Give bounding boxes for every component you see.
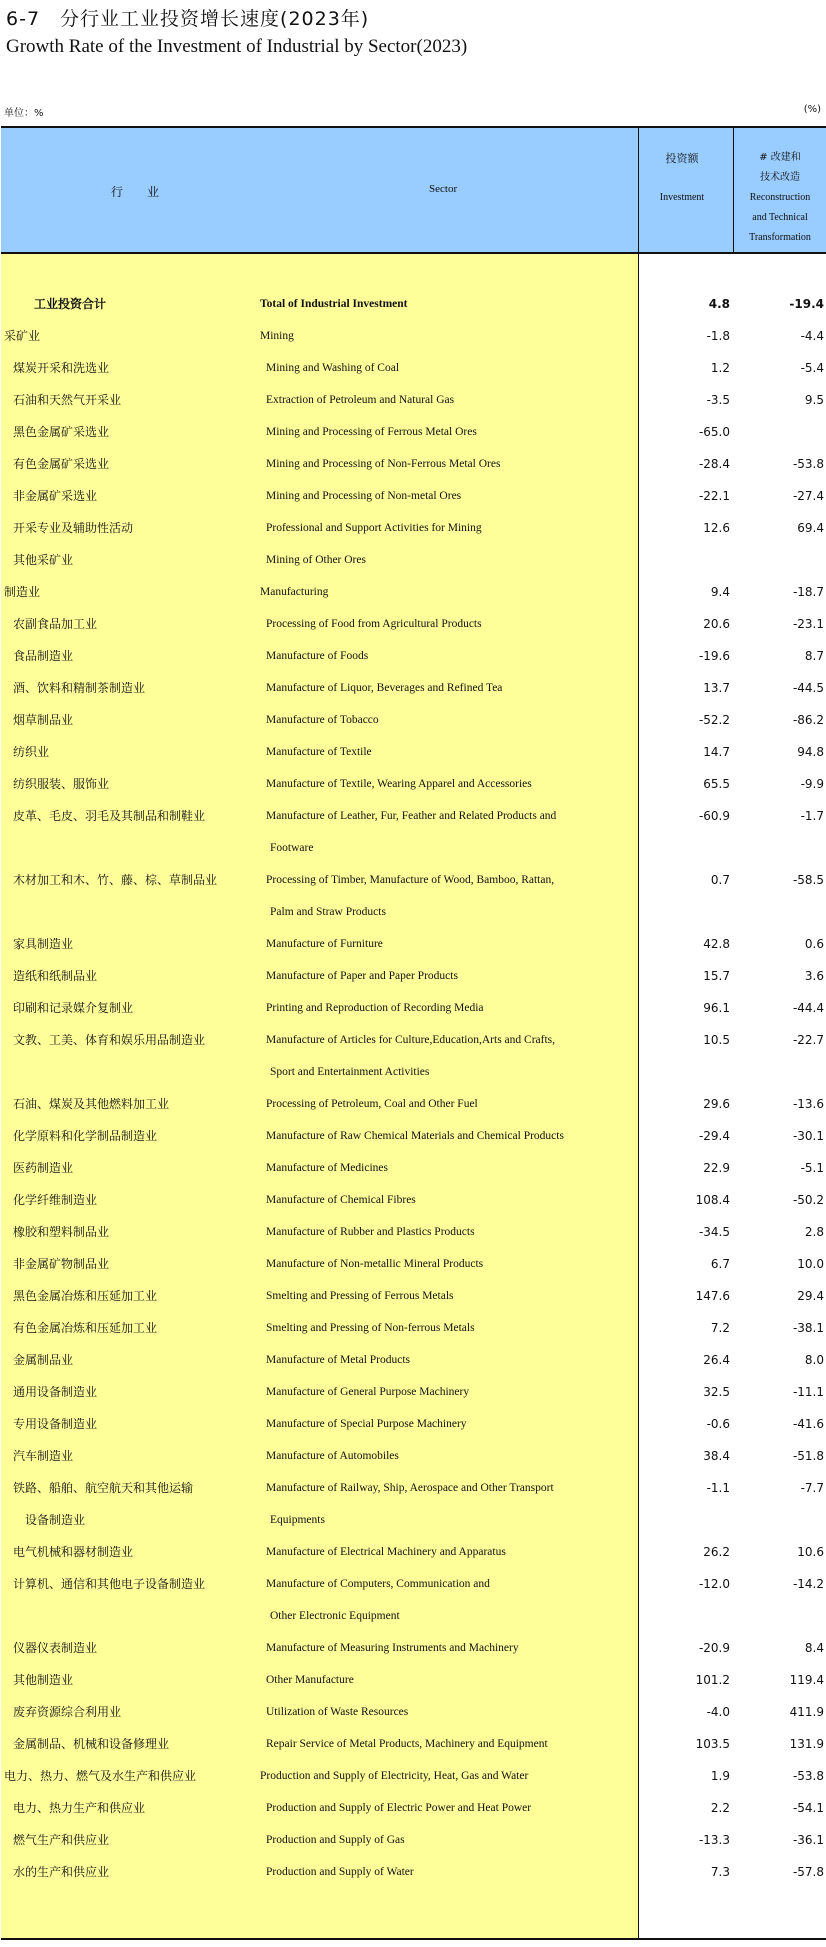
industry-name-cn: 铁路、船舶、航空航天和其他运输 (13, 1481, 194, 1495)
industry-name-cn: 废弃资源综合利用业 (13, 1705, 122, 1719)
reconstruction-growth-value: 131.9 (789, 1737, 824, 1751)
reconstruction-growth-value: 2.8 (804, 1225, 824, 1239)
investment-growth-value: 10.5 (703, 1033, 730, 1047)
sector-name-en: Manufacture of Tobacco (266, 714, 379, 726)
sector-name-en: Mining and Processing of Ferrous Metal Ores (266, 426, 477, 438)
recon-en-line-3: Transformation (749, 232, 811, 243)
reconstruction-growth-value: -9.9 (800, 777, 824, 791)
table-row (1, 1088, 826, 1120)
reconstruction-growth-value: -18.7 (792, 585, 824, 599)
industry-name-cn: 有色金属矿采选业 (13, 457, 110, 471)
industry-name-cn: 汽车制造业 (13, 1449, 74, 1463)
sector-name-en: Manufacture of Computers, Communication and (266, 1578, 490, 1590)
table-row (1, 1408, 826, 1440)
sector-name-en-cont: Equipments (270, 1514, 325, 1526)
investment-growth-value: 2.2 (710, 1801, 730, 1815)
sector-name-en: Mining and Processing of Non-metal Ores (266, 490, 462, 502)
industry-name-cn: 非金属矿采选业 (13, 489, 98, 503)
sector-name-en: Manufacturing (260, 586, 329, 598)
sector-name-en: Utilization of Waste Resources (266, 1706, 409, 1718)
industry-name-cn: 文教、工美、体育和娱乐用品制造业 (13, 1033, 206, 1047)
industry-name-cn: 专用设备制造业 (13, 1417, 98, 1431)
sector-name-en: Manufacture of Electrical Machinery and Apparatus (266, 1546, 506, 1558)
sector-name-en: Manufacture of Articles for Culture,Education,Arts and Crafts, (266, 1034, 556, 1046)
sector-name-en: Processing of Food from Agricultural Products (266, 618, 482, 630)
sector-name-en: Manufacture of Raw Chemical Materials and Chemical Products (266, 1130, 564, 1142)
sector-name-en: Manufacture of Textile (266, 746, 372, 758)
investment-growth-value: -13.3 (698, 1833, 730, 1847)
sector-name-en: Processing of Timber, Manufacture of Wood, Bamboo, Rattan, (266, 874, 555, 886)
table-row (1, 1664, 826, 1696)
reconstruction-growth-value: -54.1 (792, 1801, 824, 1815)
investment-growth-value: 65.5 (703, 777, 730, 791)
table-row (1, 1696, 826, 1728)
investment-growth-value: 147.6 (695, 1289, 730, 1303)
reconstruction-growth-value: -53.8 (792, 457, 824, 471)
industry-name-cn: 农副食品加工业 (13, 617, 98, 631)
table-row (1, 960, 826, 992)
investment-growth-value: 108.4 (695, 1193, 730, 1207)
industry-name-cn: 采矿业 (4, 329, 41, 343)
industry-name-cn: 其他采矿业 (13, 553, 74, 567)
reconstruction-growth-value: 10.0 (797, 1257, 824, 1271)
recon-cn-line-2: 技术改造 (760, 172, 800, 183)
industry-name-cn-cont: 设备制造业 (25, 1513, 86, 1527)
investment-growth-value: 20.6 (703, 617, 730, 631)
investment-growth-value: -20.9 (698, 1641, 730, 1655)
sector-name-en: Manufacture of Leather, Fur, Feather and Related Products and (266, 810, 557, 822)
table-row (1, 1280, 826, 1312)
industry-name-cn: 食品制造业 (13, 649, 74, 663)
sector-name-en: Production and Supply of Electric Power and Heat Power (266, 1802, 532, 1814)
table-row (1, 1536, 826, 1568)
table-row (1, 384, 826, 416)
table-row (1, 1728, 826, 1760)
industry-name-cn: 仪器仪表制造业 (13, 1641, 98, 1655)
reconstruction-growth-value: 0.6 (804, 937, 824, 951)
sector-name-en: Production and Supply of Electricity, Heat, Gas and Water (260, 1770, 529, 1782)
reconstruction-growth-value: -14.2 (792, 1577, 824, 1591)
reconstruction-growth-value: 10.6 (797, 1545, 824, 1559)
industry-name-cn: 化学原料和化学制品制造业 (13, 1129, 158, 1143)
investment-growth-value: -22.1 (698, 489, 730, 503)
investment-growth-value: 15.7 (703, 969, 730, 983)
sector-name-en: Manufacture of Metal Products (266, 1354, 411, 1366)
investment-growth-value: 12.6 (703, 521, 730, 535)
table-row (1, 736, 826, 768)
investment-growth-value: 7.2 (710, 1321, 730, 1335)
sector-name-en: Manufacture of Chemical Fibres (266, 1194, 416, 1206)
reconstruction-growth-value: 8.4 (804, 1641, 824, 1655)
investment-growth-value: -3.5 (706, 393, 730, 407)
sector-name-en: Professional and Support Activities for Mining (266, 522, 482, 534)
table-row (1, 1024, 826, 1088)
industry-name-cn: 造纸和纸制品业 (13, 969, 98, 983)
investment-growth-value: 103.5 (695, 1737, 730, 1751)
investment-growth-value: -60.9 (698, 809, 730, 823)
reconstruction-growth-value: 8.7 (804, 649, 824, 663)
investment-growth-value: -29.4 (698, 1129, 730, 1143)
investment-growth-value: 9.4 (710, 585, 730, 599)
industry-name-cn: 制造业 (4, 585, 41, 599)
sector-name-en-cont: Sport and Entertainment Activities (270, 1066, 430, 1078)
reconstruction-growth-value: -23.1 (792, 617, 824, 631)
industry-name-cn: 酒、饮料和精制茶制造业 (13, 681, 146, 695)
investment-growth-value: 1.2 (710, 361, 730, 375)
investment-growth-value: 4.8 (708, 297, 730, 311)
table-row (1, 288, 826, 320)
reconstruction-growth-value: 411.9 (789, 1705, 824, 1719)
investment-growth-value: 6.7 (710, 1257, 730, 1271)
industry-name-cn: 电气机械和器材制造业 (13, 1545, 134, 1559)
table-row (1, 1120, 826, 1152)
industry-name-cn: 纺织业 (13, 745, 50, 759)
industry-name-cn: 医药制造业 (13, 1161, 74, 1175)
reconstruction-growth-value: 9.5 (804, 393, 824, 407)
table-row (1, 1184, 826, 1216)
reconstruction-growth-value: -36.1 (792, 1833, 824, 1847)
table-row (1, 928, 826, 960)
page-title-english: Growth Rate of the Investment of Industrial by Sector(2023) (6, 36, 468, 57)
reconstruction-growth-value: -19.4 (789, 297, 824, 311)
sector-name-en: Production and Supply of Water (266, 1866, 414, 1878)
industry-name-cn: 非金属矿物制品业 (13, 1257, 110, 1271)
reconstruction-growth-value: -7.7 (800, 1481, 824, 1495)
reconstruction-growth-value: 3.6 (804, 969, 824, 983)
investment-growth-value: -0.6 (706, 1417, 730, 1431)
investment-growth-value: 22.9 (703, 1161, 730, 1175)
industry-name-cn: 有色金属冶炼和压延加工业 (13, 1321, 158, 1335)
investment-growth-value: 0.7 (710, 873, 730, 887)
investment-growth-value: 42.8 (703, 937, 730, 951)
sector-name-en: Smelting and Pressing of Non-ferrous Metals (266, 1322, 475, 1334)
table-row (1, 1216, 826, 1248)
reconstruction-growth-value: 29.4 (797, 1289, 824, 1303)
sector-name-en: Extraction of Petroleum and Natural Gas (266, 394, 455, 406)
industry-name-cn: 石油、煤炭及其他燃料加工业 (13, 1097, 170, 1111)
industry-name-cn: 电力、热力、燃气及水生产和供应业 (4, 1769, 197, 1783)
industry-name-cn: 化学纤维制造业 (13, 1193, 98, 1207)
sector-name-en: Manufacture of Automobiles (266, 1450, 399, 1462)
table-row (1, 800, 826, 864)
sector-name-en: Mining and Processing of Non-Ferrous Metal Ores (266, 458, 501, 470)
sector-name-en: Mining (260, 330, 294, 342)
industry-name-cn: 橡胶和塑料制品业 (13, 1225, 110, 1239)
table-row (1, 1792, 826, 1824)
recon-cn-line-1: # 改建和 (759, 152, 801, 163)
sector-name-en: Manufacture of Railway, Ship, Aerospace and Other Transport (266, 1482, 554, 1494)
table-header-left (1, 128, 638, 252)
column-header-industry: 行 业 (111, 185, 166, 199)
reconstruction-growth-value: -30.1 (792, 1129, 824, 1143)
table-row (1, 608, 826, 640)
investment-growth-value: -65.0 (698, 425, 730, 439)
sector-name-en: Total of Industrial Investment (260, 298, 408, 310)
industry-name-cn: 纺织服装、服饰业 (13, 777, 110, 791)
sector-name-en-cont: Other Electronic Equipment (270, 1610, 400, 1622)
investment-growth-value: 101.2 (695, 1673, 730, 1687)
reconstruction-growth-value: -51.8 (792, 1449, 824, 1463)
table-row (1, 704, 826, 736)
table-row (1, 576, 826, 608)
sector-name-en: Manufacture of General Purpose Machinery (266, 1386, 470, 1398)
reconstruction-growth-value: -58.5 (792, 873, 824, 887)
table-row (1, 640, 826, 672)
sector-name-en: Processing of Petroleum, Coal and Other Fuel (266, 1098, 478, 1110)
table-row (1, 1568, 826, 1632)
investment-growth-value: 96.1 (703, 1001, 730, 1015)
reconstruction-growth-value: -4.4 (800, 329, 824, 343)
column-header-investment-en: Investment (659, 192, 705, 203)
industry-name-cn: 工业投资合计 (34, 297, 107, 311)
reconstruction-growth-value: 69.4 (797, 521, 824, 535)
industry-name-cn: 家具制造业 (13, 937, 74, 951)
page-title-chinese: 6-7 分行业工业投资增长速度(2023年) (6, 8, 370, 30)
reconstruction-growth-value: 8.0 (804, 1353, 824, 1367)
investment-growth-value: -34.5 (698, 1225, 730, 1239)
industry-name-cn: 煤炭开采和洗选业 (13, 361, 110, 375)
sector-name-en: Manufacture of Paper and Paper Products (266, 970, 458, 982)
investment-growth-value: -52.2 (698, 713, 730, 727)
recon-en-line-2: and Technical (752, 212, 808, 223)
industry-name-cn: 皮革、毛皮、羽毛及其制品和制鞋业 (13, 809, 206, 823)
industry-name-cn: 黑色金属矿采选业 (13, 425, 110, 439)
table-row (1, 1248, 826, 1280)
reconstruction-growth-value: -50.2 (792, 1193, 824, 1207)
industry-name-cn: 燃气生产和供应业 (13, 1833, 110, 1847)
table-row (1, 320, 826, 352)
table-row (1, 416, 826, 448)
industry-name-cn: 其他制造业 (13, 1673, 74, 1687)
sector-name-en: Manufacture of Foods (266, 650, 369, 662)
table-row (1, 448, 826, 480)
table-row (1, 1344, 826, 1376)
industry-name-cn: 石油和天然气开采业 (13, 393, 122, 407)
sector-name-en-cont: Palm and Straw Products (270, 906, 386, 918)
reconstruction-growth-value: -53.8 (792, 1769, 824, 1783)
unit-label-right: (%) (803, 104, 821, 115)
reconstruction-growth-value: -41.6 (792, 1417, 824, 1431)
column-header-reconstruction (734, 148, 826, 248)
reconstruction-growth-value: 94.8 (797, 745, 824, 759)
reconstruction-growth-value: -5.4 (800, 361, 824, 375)
sector-name-en: Manufacture of Special Purpose Machinery (266, 1418, 467, 1430)
investment-growth-value: 13.7 (703, 681, 730, 695)
sector-name-en: Manufacture of Non-metallic Mineral Products (266, 1258, 484, 1270)
industry-name-cn: 金属制品业 (13, 1353, 74, 1367)
reconstruction-growth-value: -86.2 (792, 713, 824, 727)
table-row (1, 672, 826, 704)
sector-name-en: Smelting and Pressing of Ferrous Metals (266, 1290, 454, 1302)
recon-en-line-1: Reconstruction (749, 192, 811, 203)
reconstruction-growth-value: -22.7 (792, 1033, 824, 1047)
reconstruction-growth-value: -13.6 (792, 1097, 824, 1111)
industry-name-cn: 印刷和记录媒介复制业 (13, 1001, 134, 1015)
investment-growth-value: 38.4 (703, 1449, 730, 1463)
table-row (1, 480, 826, 512)
sector-name-en-cont: Footware (270, 842, 314, 854)
industry-name-cn: 木材加工和木、竹、藤、棕、草制品业 (13, 873, 218, 887)
investment-growth-value: 29.6 (703, 1097, 730, 1111)
sector-name-en: Manufacture of Liquor, Beverages and Refined Tea (266, 682, 503, 694)
sector-name-en: Mining and Washing of Coal (266, 362, 400, 374)
reconstruction-growth-value: -44.4 (792, 1001, 824, 1015)
investment-growth-value: 7.3 (710, 1865, 730, 1879)
sector-name-en: Manufacture of Textile, Wearing Apparel and Accessories (266, 778, 532, 790)
investment-growth-value: -19.6 (698, 649, 730, 663)
industry-name-cn: 开采专业及辅助性活动 (13, 521, 134, 535)
investment-growth-value: 32.5 (703, 1385, 730, 1399)
reconstruction-growth-value: -5.1 (800, 1161, 824, 1175)
industry-name-cn: 电力、热力生产和供应业 (13, 1801, 146, 1815)
table-row (1, 1824, 826, 1856)
table-row (1, 1312, 826, 1344)
unit-label: 单位：% (4, 108, 44, 119)
table-row (1, 512, 826, 544)
sector-name-en: Other Manufacture (266, 1674, 354, 1686)
sector-name-en: Manufacture of Furniture (266, 938, 383, 950)
table-row (1, 1760, 826, 1792)
table-row (1, 992, 826, 1024)
table-row (1, 864, 826, 928)
investment-growth-value: 26.4 (703, 1353, 730, 1367)
investment-growth-value: -4.0 (706, 1705, 730, 1719)
table-row (1, 1856, 826, 1888)
reconstruction-growth-value: -44.5 (792, 681, 824, 695)
table-row (1, 1376, 826, 1408)
sector-name-en: Manufacture of Rubber and Plastics Products (266, 1226, 475, 1238)
sector-name-en: Repair Service of Metal Products, Machinery and Equipment (266, 1738, 548, 1750)
industry-name-cn: 烟草制品业 (13, 713, 74, 727)
investment-growth-value: 14.7 (703, 745, 730, 759)
investment-growth-value: 26.2 (703, 1545, 730, 1559)
industry-name-cn: 通用设备制造业 (13, 1385, 98, 1399)
table-row (1, 1440, 826, 1472)
sector-name-en: Manufacture of Measuring Instruments and Machinery (266, 1642, 519, 1654)
investment-growth-value: 1.9 (710, 1769, 730, 1783)
sector-name-en: Production and Supply of Gas (266, 1834, 405, 1846)
industry-name-cn: 水的生产和供应业 (13, 1865, 110, 1879)
investment-growth-value: -12.0 (698, 1577, 730, 1591)
investment-growth-value: -1.1 (706, 1481, 730, 1495)
reconstruction-growth-value: -57.8 (792, 1865, 824, 1879)
reconstruction-growth-value: -27.4 (792, 489, 824, 503)
industry-name-cn: 金属制品、机械和设备修理业 (13, 1737, 170, 1751)
table-row (1, 1472, 826, 1536)
table-row (1, 544, 826, 576)
reconstruction-growth-value: -38.1 (792, 1321, 824, 1335)
industry-name-cn: 黑色金属冶炼和压延加工业 (13, 1289, 158, 1303)
sector-name-en: Printing and Reproduction of Recording Media (266, 1002, 484, 1014)
table-body (1, 288, 826, 1888)
column-header-investment-cn: 投资额 (665, 152, 699, 165)
industry-name-cn: 计算机、通信和其他电子设备制造业 (13, 1577, 206, 1591)
sector-name-en: Mining of Other Ores (266, 554, 366, 566)
column-header-sector: Sector (429, 183, 458, 195)
sector-name-en: Manufacture of Medicines (266, 1162, 388, 1174)
table-row (1, 1152, 826, 1184)
reconstruction-growth-value: 119.4 (789, 1673, 824, 1687)
investment-growth-value: -1.8 (706, 329, 730, 343)
investment-growth-value: -28.4 (698, 457, 730, 471)
reconstruction-growth-value: -11.1 (792, 1385, 824, 1399)
data-table (1, 126, 826, 1940)
reconstruction-growth-value: -1.7 (800, 809, 824, 823)
table-row (1, 1632, 826, 1664)
table-row (1, 352, 826, 384)
table-row (1, 768, 826, 800)
